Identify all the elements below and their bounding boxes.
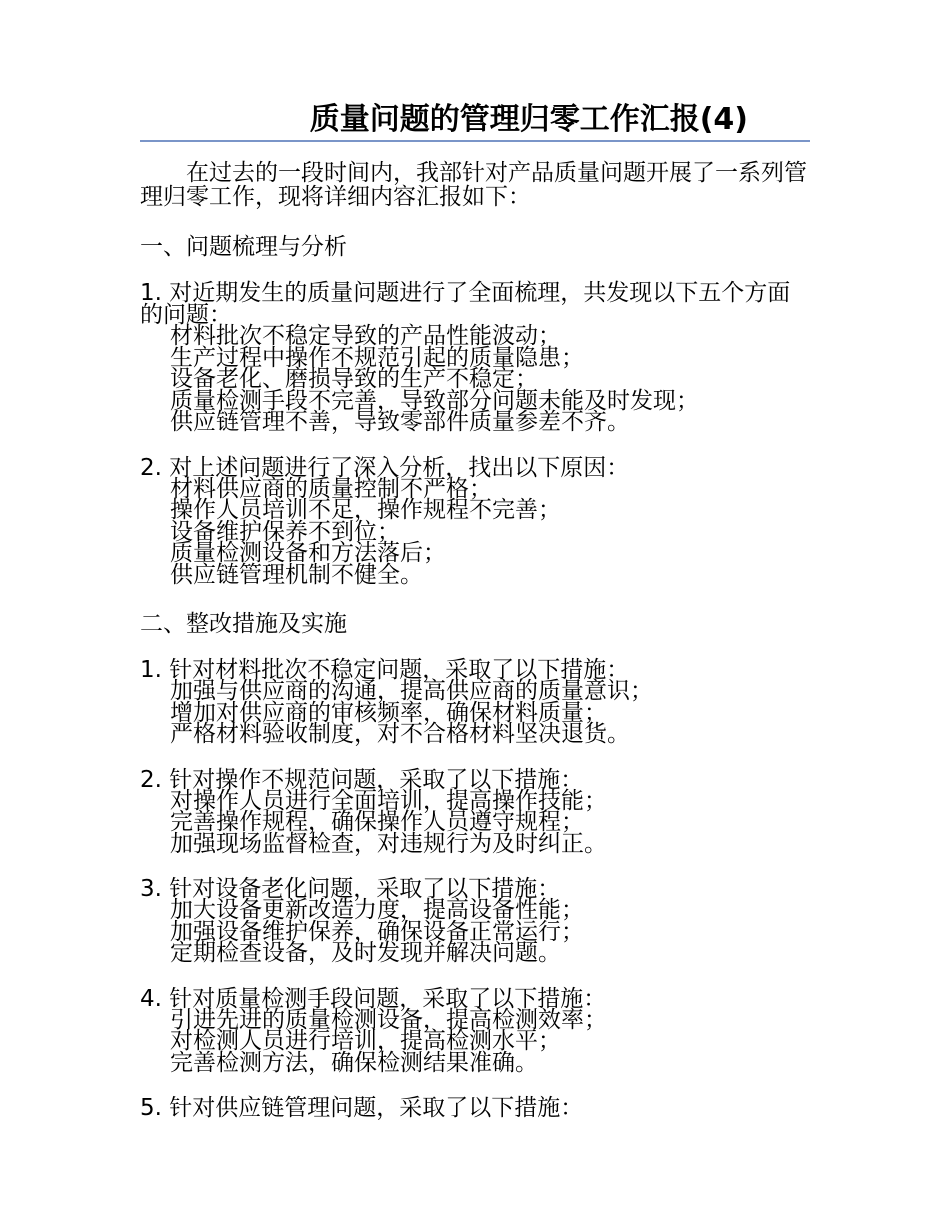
list-item [140,766,810,857]
item-line: 加强设备维护保养，确保设备正常运行； [170,918,584,945]
section-problem-analysis [140,235,810,586]
item-lines [140,1006,810,1076]
list-item [140,878,810,965]
document-page [140,100,810,1119]
item-lines [140,897,810,966]
list-item [140,659,810,746]
item-line: 设备老化、磨损导致的生产不稳定； [170,366,538,392]
item-line: 加大设备更新改造力度，提高设备性能； [170,897,584,923]
item-line: 完善操作规程，确保操作人员遵守规程； [170,809,584,835]
item-head: 5. 针对供应链管理问题，采取了以下措施： [140,1095,584,1121]
item-head: 2. 对上述问题进行了深入分析，找出以下原因： [140,454,630,481]
list-item [140,1097,810,1119]
item-line: 完善检测方法，确保检测结果准确。 [170,1049,538,1076]
item-line: 质量检测手段不完善，导致部分问题未能及时发现； [170,387,699,414]
document-title: 质量问题的管理归零工作汇报(4) [140,100,810,142]
item-line: 对操作人员进行全面培训，提高操作技能； [170,787,607,814]
item-lines [140,678,810,747]
item-line: 质量检测设备和方法落后； [170,540,446,566]
section-corrective-actions [140,612,810,1119]
item-line: 加强现场监督检查，对违规行为及时纠正。 [170,830,607,857]
list-item [140,985,810,1076]
list-item [140,282,810,434]
item-head: 4. 针对质量检测手段问题，采取了以下措施： [140,985,607,1012]
item-line: 操作人员培训不足，操作规程不完善； [170,497,561,523]
item-line: 严格材料验收制度，对不合格材料坚决退货。 [170,721,630,747]
item-line: 增加对供应商的审核频率，确保材料质量； [170,699,607,726]
item-head: 2. 针对操作不规范问题，采取了以下措施： [140,766,584,793]
item-head: 1. 对近期发生的质量问题进行了全面梳理，共发现以下五个方面的问题： [140,280,791,328]
section-heading: 二、整改措施及实施 [140,611,347,637]
item-line: 对检测人员进行培训，提高检测水平； [170,1028,561,1054]
item-line: 材料批次不稳定导致的产品性能波动； [170,323,561,349]
item-line: 供应链管理机制不健全。 [170,561,423,588]
item-line: 加强与供应商的沟通，提高供应商的质量意识； [170,678,653,704]
item-head: 3. 针对设备老化问题，采取了以下措施： [140,876,561,902]
item-lines [140,323,810,435]
item-line: 引进先进的质量检测设备，提高检测效率； [170,1006,607,1033]
item-line: 供应链管理不善，导致零部件质量参差不齐。 [170,409,630,435]
item-lines [140,787,810,857]
item-line: 设备维护保养不到位； [170,518,400,545]
section-heading: 一、问题梳理与分析 [140,234,347,260]
item-head: 1. 针对材料批次不稳定问题，采取了以下措施： [140,657,630,683]
intro-paragraph: 在过去的一段时间内，我部针对产品质量问题开展了一系列管理归零工作，现将详细内容汇报如下： [140,160,807,210]
list-item [140,454,810,588]
item-line: 材料供应商的质量控制不严格； [170,475,492,502]
item-lines [140,475,810,588]
item-line: 生产过程中操作不规范引起的质量隐患； [170,344,584,371]
item-line: 定期检查设备，及时发现并解决问题。 [170,940,561,966]
